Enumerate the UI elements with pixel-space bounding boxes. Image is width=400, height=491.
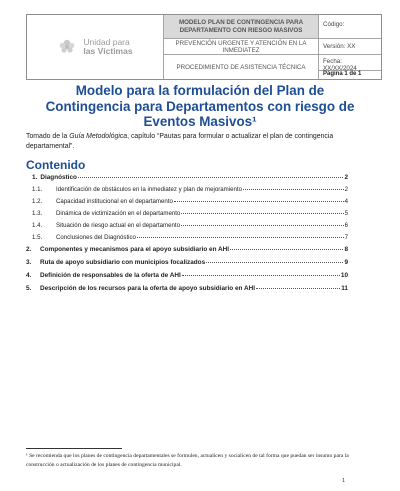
- toc-entry-number: 4.: [26, 272, 32, 279]
- toc-entry[interactable]: [26, 246, 348, 253]
- toc-entry[interactable]: [26, 285, 348, 292]
- toc-entry-number: 5.: [26, 285, 32, 292]
- toc-entry[interactable]: [26, 222, 348, 229]
- flower-logo-icon: [57, 36, 77, 58]
- footnote: ¹ Se recomienda que los planes de contingencia departamentales se formulen, actualicen y socialicen de tal forma que puedan ser insumo para la construcción o actualización de los planes de contingencia municipal.: [26, 453, 349, 468]
- document-header: [26, 14, 382, 80]
- toc-heading: Contenido: [26, 158, 86, 172]
- toc-entry-label: Capacidad institucional en el departamento: [56, 198, 173, 205]
- toc-entry-page: 4: [344, 198, 348, 205]
- toc-entry-label: Descripción de los recursos para la oferta de apoyo subsidiario en AHI: [40, 285, 255, 292]
- toc-entry[interactable]: [26, 174, 348, 181]
- toc-entry-page: 9: [344, 259, 348, 266]
- toc-leader-dots: [78, 176, 344, 178]
- toc-entry[interactable]: [26, 186, 348, 193]
- header-code: Código:: [319, 15, 381, 39]
- intro-paragraph: [26, 132, 376, 152]
- toc-entry[interactable]: [26, 210, 348, 217]
- unidad-victimas-logo: [57, 36, 132, 58]
- header-date: Fecha: XX/XX/2024: [319, 55, 381, 71]
- toc-entry-label: Dinámica de victimización en el departamento: [56, 210, 181, 217]
- toc-entry-number: 1.3.: [32, 210, 43, 217]
- toc-entry-label: Diagnóstico: [40, 174, 77, 181]
- toc-entry-label: Conclusiones del Diagnóstico: [56, 234, 136, 241]
- toc-entry-number: 1.2.: [32, 198, 43, 205]
- toc-entry-page: 2: [344, 186, 348, 193]
- intro-prefix: Tomado de la: [26, 133, 70, 140]
- toc-entry-label: Ruta de apoyo subsidiario con municipios focalizados: [40, 259, 206, 266]
- toc-leader-dots: [206, 261, 343, 263]
- toc-entry-label: Situación de riesgo actual en el departamento: [56, 222, 180, 229]
- toc-entry-page: 7: [344, 234, 348, 241]
- toc-leader-dots: [256, 287, 340, 289]
- intro-italic: Guía Metodológica: [69, 133, 128, 140]
- header-page: Página 1 de 1: [323, 71, 362, 77]
- toc-entry-page: 2: [344, 174, 348, 181]
- header-subtitle-1: PREVENCIÓN URGENTE Y ATENCIÓN EN LA INMEDIATEZ: [164, 39, 319, 55]
- toc-entry-number: 3.: [26, 259, 32, 266]
- toc-entry-label: Identificación de obstáculos en la inmediatez y plan de mejoramiento: [56, 186, 242, 193]
- toc-entry-page: 5: [344, 210, 348, 217]
- toc-entry-label: Componentes y mecanismos para el apoyo subsidiario en AHI: [40, 246, 230, 253]
- toc-entry-page: 10: [340, 272, 348, 279]
- toc-entry[interactable]: [26, 234, 348, 241]
- toc-entry-number: 1.1.: [32, 186, 43, 193]
- toc-leader-dots: [181, 212, 343, 214]
- toc-leader-dots: [137, 236, 344, 238]
- toc-entry[interactable]: [26, 259, 348, 266]
- toc-entry[interactable]: [26, 198, 348, 205]
- header-subtitle-2: PROCEDIMIENTO DE ASISTENCIA TÉCNICA: [164, 55, 319, 79]
- toc-entry-number: 1.5.: [32, 234, 43, 241]
- header-version: Versión: XX: [319, 39, 381, 55]
- logo-line-2: las Víctimas: [83, 46, 133, 56]
- document-title: Modelo para la formulación del Plan de Contingencia para Departamentos con riesgo de Eventos Masivos¹: [45, 83, 355, 129]
- toc-leader-dots: [230, 248, 343, 250]
- toc-entry-label: Definición de responsables de la oferta de AHI: [40, 272, 181, 279]
- toc-leader-dots: [243, 188, 344, 190]
- toc-entry-number: 1.4.: [32, 222, 43, 229]
- toc-leader-dots: [182, 274, 340, 276]
- page-number: 1: [342, 478, 346, 484]
- intro-suffix: , capítulo “Pautas para formular o actualizar el plan de contingencia departamental”.: [26, 133, 334, 150]
- header-title: MODELO PLAN DE CONTINGENCIA PARA DEPARTAMENTO CON RIESGO MASIVOS: [164, 15, 319, 39]
- logo-text: [83, 38, 132, 56]
- toc-entry-number: 2.: [26, 246, 32, 253]
- toc-entry-page: 6: [344, 222, 348, 229]
- logo-cell: [27, 15, 164, 79]
- toc-entry[interactable]: [26, 272, 348, 279]
- toc-entry-page: 11: [341, 285, 348, 292]
- toc-entry-page: 8: [344, 246, 348, 253]
- toc-entry-number: 1.: [32, 174, 38, 181]
- toc-leader-dots: [174, 200, 344, 202]
- footnote-rule: [26, 448, 122, 449]
- toc-leader-dots: [181, 224, 344, 226]
- logo-line-1: Unidad para: [83, 37, 130, 47]
